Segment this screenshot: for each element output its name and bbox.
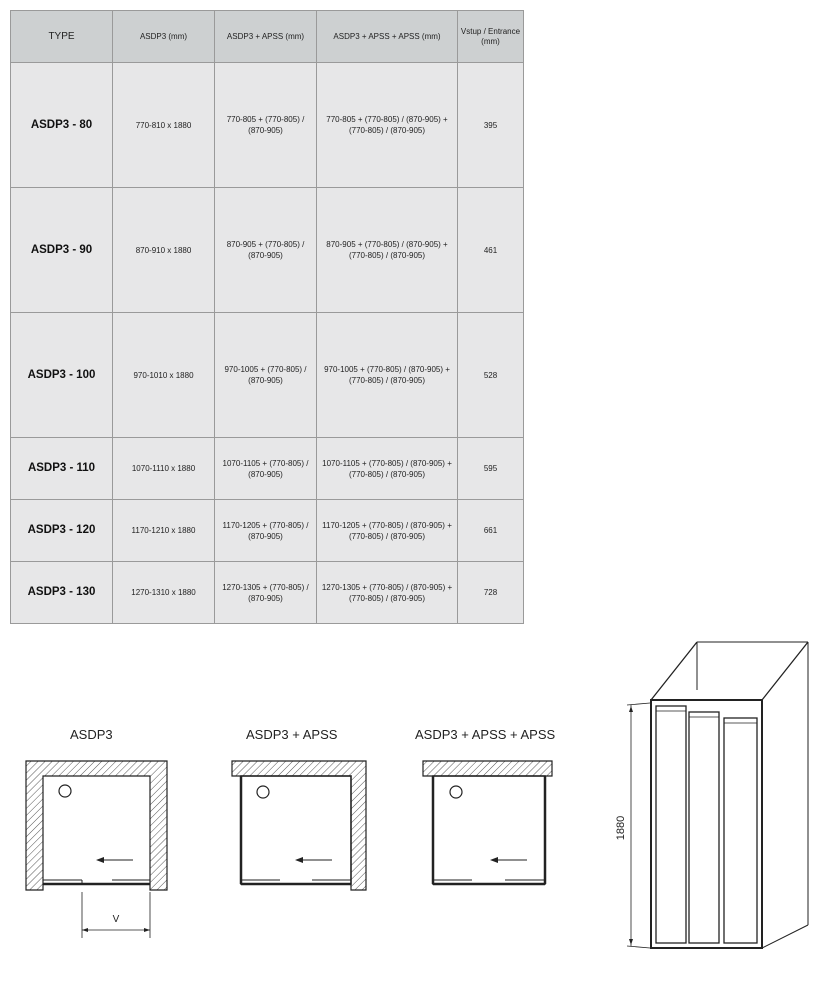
entrance-dim-label: V: [112, 914, 120, 925]
type-cell: ASDP3 - 130: [11, 562, 113, 624]
wall-hatch: [232, 761, 366, 890]
drain-icon: [257, 786, 269, 798]
apss-apss-cell: 770-805 + (770-805) / (870-905) + (770-805) / (870-905): [317, 63, 458, 188]
apss-apss-cell: 870-905 + (770-805) / (870-905) + (770-805) / (870-905): [317, 188, 458, 313]
table-row: [11, 63, 524, 188]
asdp3-cell: 1070-1110 x 1880: [113, 438, 215, 500]
header-type: TYPE: [11, 11, 113, 63]
apss-apss-cell: 1270-1305 + (770-805) / (870-905) + (770-805) / (870-905): [317, 562, 458, 624]
table-row: [11, 500, 524, 562]
entrance-cell: 595: [458, 438, 524, 500]
apss-cell: 970-1005 + (770-805) / (870-905): [215, 313, 317, 438]
asdp3-cell: 870-910 x 1880: [113, 188, 215, 313]
table-row: [11, 562, 524, 624]
type-cell: ASDP3 - 120: [11, 500, 113, 562]
plan-asdp3-apss: [232, 761, 366, 890]
apss-cell: 1170-1205 + (770-805) / (870-905): [215, 500, 317, 562]
dimensions-table: [10, 10, 524, 624]
apss-apss-cell: 1170-1205 + (770-805) / (870-905) + (770-805) / (870-905): [317, 500, 458, 562]
entrance-cell: 661: [458, 500, 524, 562]
entrance-cell: 528: [458, 313, 524, 438]
apss-cell: 1070-1105 + (770-805) / (870-905): [215, 438, 317, 500]
label-asdp3: ASDP3: [70, 727, 113, 742]
table-row: [11, 188, 524, 313]
table-row: [11, 313, 524, 438]
height-dimension: [627, 703, 650, 948]
type-cell: ASDP3 - 110: [11, 438, 113, 500]
plan-asdp3: [26, 761, 167, 938]
entrance-cell: 728: [458, 562, 524, 624]
header-asdp3-apss-apss: ASDP3 + APSS + APSS (mm): [317, 11, 458, 63]
entrance-cell: 395: [458, 63, 524, 188]
type-cell: ASDP3 - 100: [11, 313, 113, 438]
type-cell: ASDP3 - 80: [11, 63, 113, 188]
drain-icon: [59, 785, 71, 797]
table-row: [11, 438, 524, 500]
technical-drawings: [0, 620, 820, 982]
apss-apss-cell: 970-1005 + (770-805) / (870-905) + (770-805) / (870-905): [317, 313, 458, 438]
asdp3-cell: 770-810 x 1880: [113, 63, 215, 188]
height-label: 1880: [615, 815, 627, 841]
apss-cell: 770-805 + (770-805) / (870-905): [215, 63, 317, 188]
entrance-cell: 461: [458, 188, 524, 313]
asdp3-cell: 1170-1210 x 1880: [113, 500, 215, 562]
wall-hatch: [423, 761, 552, 776]
drain-icon: [450, 786, 462, 798]
type-cell: ASDP3 - 90: [11, 188, 113, 313]
plan-asdp3-apss-apss: [423, 761, 552, 884]
label-asdp3-apss-apss: ASDP3 + APSS + APSS: [415, 727, 556, 742]
wall-hatch: [26, 761, 167, 890]
header-entrance: Vstup / Entrance (mm): [458, 11, 524, 63]
label-asdp3-apss: ASDP3 + APSS: [246, 727, 338, 742]
table-header-row: [11, 11, 524, 63]
asdp3-cell: 970-1010 x 1880: [113, 313, 215, 438]
enclosure-3d-view: [651, 642, 808, 948]
apss-cell: 870-905 + (770-805) / (870-905): [215, 188, 317, 313]
asdp3-cell: 1270-1310 x 1880: [113, 562, 215, 624]
header-asdp3: ASDP3 (mm): [113, 11, 215, 63]
apss-cell: 1270-1305 + (770-805) / (870-905): [215, 562, 317, 624]
header-asdp3-apss: ASDP3 + APSS (mm): [215, 11, 317, 63]
apss-apss-cell: 1070-1105 + (770-805) / (870-905) + (770-805) / (870-905): [317, 438, 458, 500]
